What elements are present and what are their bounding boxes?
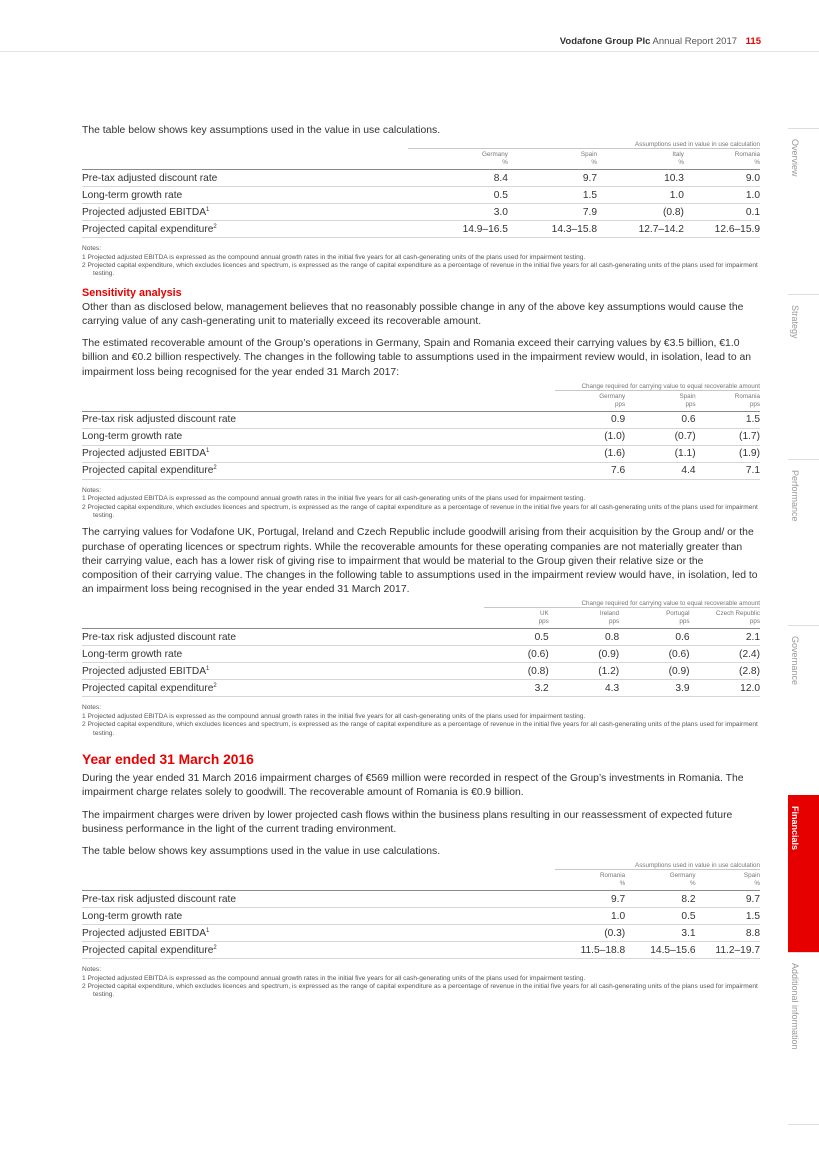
table-row: Long-term growth rate (1.0) (0.7) (1.7) [82,428,760,445]
column-header: Czech Republic pps [690,608,760,629]
table-row: Projected adjusted EBITDA$^1$ (0.8) (1.2) (0.9) (2.8) [82,663,760,680]
tab-additional-information[interactable] [788,952,819,1125]
tab-performance[interactable] [788,459,819,626]
report-title: Annual Report 2017 [652,36,738,47]
table-row: Projected capital expenditure$^2$ 3.2 4.3 3.9 12.0 [82,680,760,697]
year-2016-para-3: The table below shows key assumptions used in the value in use calculations. [82,845,441,857]
table-row: Long-term growth rate 1.0 0.5 1.5 [82,908,760,925]
table-notes: Notes: 1 Projected adjusted EBITDA is expressed as the compound annual growth rates in the initial five years for all cash-generating units of the plans used for impairment testing. 2 Projected capital expenditure, which excludes licences and spectrum, is expressed as the range of capital expenditure as a percentage of revenue in the initial five years for all cash-generating units of the plans used for impairment testing. [82,704,758,737]
table-group-header: Assumptions used in value in use calculation [555,862,760,870]
column-header: Spain % [508,149,597,170]
table-row: Projected capital expenditure$^2$ 11.5–18.8 14.5–15.6 11.2–19.7 [82,942,760,959]
section-nav [788,128,819,1123]
table-row: Long-term growth rate 0.5 1.5 1.0 1.0 [82,187,760,204]
tab-strategy[interactable] [788,294,819,460]
table-column-headers [82,870,760,891]
column-header: Romania % [684,149,760,170]
column-header: Italy % [597,149,684,170]
table-column-headers [82,149,760,170]
table-row: Projected capital expenditure$^2$ 14.9–16.5 14.3–15.8 12.7–14.2 12.6–15.9 [82,221,760,238]
tab-additional-information-label: Additional information [790,963,800,1050]
column-header: Spain % [696,870,760,891]
page-header [560,36,761,47]
tab-strategy-label: Strategy [790,305,800,339]
column-header: UK pps [484,608,548,629]
table-notes: Notes: 1 Projected adjusted EBITDA is expressed as the compound annual growth rates in the initial five years for all cash-generating units of the plans used for impairment testing. 2 Projected capital expenditure, which excludes licences and spectrum, is expressed as the range of capital expenditure as a percentage of revenue in the initial five years for all cash-generating units of the plans used for impairment testing. [82,486,758,520]
table-row: Pre-tax adjusted discount rate 8.4 9.7 10.3 9.0 [82,170,760,187]
tab-overview-label: Overview [790,139,800,177]
tab-performance-label: Performance [790,470,800,522]
table-row: Projected adjusted EBITDA$^1$ (0.3) 3.1 8.8 [82,925,760,942]
year-2016-heading: Year ended 31 March 2016 [82,752,254,768]
column-header: Romania pps [696,390,760,411]
tab-overview[interactable] [788,128,819,295]
table-group-header: Change required for carrying value to equal recoverable amount [555,383,760,391]
header-rule [0,51,819,52]
column-header: Ireland pps [549,608,619,629]
table-group-header: Change required for carrying value to equal recoverable amount [484,600,760,608]
assumptions-table-2017 [82,141,760,238]
sensitivity-para-2: The estimated recoverable amount of the Group’s operations in Germany, Spain and Romania exceed their carrying values by €3.5 billion, €1.0 billion and €0.2 billion respectively. The changes in the following table to assumptions used in the impairment review would, in isolation, lead to an impairment loss being recognised for the year ended 31 March 2017: [82,338,752,378]
main-content [82,124,760,1006]
table-row: Projected capital expenditure$^2$ 7.6 4.4 7.1 [82,462,760,479]
tab-financials[interactable] [788,795,819,953]
table-row: Pre-tax risk adjusted discount rate 0.5 0.8 0.6 2.1 [82,629,760,646]
column-header: Portugal pps [619,608,689,629]
assumptions-table-2016 [82,862,760,959]
company-name: Vodafone Group Plc [559,36,651,47]
sensitivity-table-uk-ireland-portugal-czech [82,600,760,697]
table-notes: Notes: 1 Projected adjusted EBITDA is expressed as the compound annual growth rates in the initial five years for all cash-generating units of the plans used for impairment testing. 2 Projected capital expenditure, which excludes licences and spectrum, is expressed as the range of capital expenditure as a percentage of revenue in the initial five years for all cash-generating units of the plans used for impairment testing. [82,966,758,999]
sensitivity-table-germany-spain-romania [82,383,760,480]
year-2016-para-1: During the year ended 31 March 2016 impairment charges of €569 million were recorded in respect of the Group’s investments in Romania. The impairment charge relates solely to goodwill. The recoverable amount of Romania is €0.9 billion. [82,773,744,799]
page-number: 115 [745,36,761,47]
column-header: Germany % [408,149,508,170]
table-row: Long-term growth rate (0.6) (0.9) (0.6) (2.4) [82,646,760,663]
column-header: Spain pps [625,390,695,411]
sensitivity-para-1: Other than as disclosed below, management believes that no reasonably possible change in any of the above key assumptions would cause the carrying value of any cash-generating unit to materially exceed its recoverable amount. [82,301,744,328]
column-header: Germany % [625,870,695,891]
table-group-header: Assumptions used in value in use calculation [408,141,760,149]
column-header: Germany pps [555,390,625,411]
table-row: Projected adjusted EBITDA$^1$ 3.0 7.9 (0.8) 0.1 [82,204,760,221]
table-row: Pre-tax risk adjusted discount rate 0.9 0.6 1.5 [82,411,760,428]
column-header: Romania % [555,870,625,891]
year-2016-para-2: The impairment charges were driven by lower projected cash flows within the business plans resulting in our reassessment of expected future business performance in the light of the current trading environment. [82,809,733,835]
table-row: Pre-tax risk adjusted discount rate 9.7 8.2 9.7 [82,891,760,908]
sensitivity-heading: Sensitivity analysis [82,286,182,299]
table-column-headers [82,608,760,629]
table-notes: Notes: 1 Projected adjusted EBITDA is expressed as the compound annual growth rates in the initial five years for all cash-generating units of the plans used for impairment testing. 2 Projected capital expenditure, which excludes licences and spectrum, is expressed as the range of capital expenditure as a percentage of revenue in the initial five years for all cash-generating units of the plans used for impairment testing. [82,245,758,278]
table-row: Projected adjusted EBITDA$^1$ (1.6) (1.1) (1.9) [82,445,760,462]
tab-financials-label: Financials [790,806,800,851]
tab-governance-label: Governance [790,636,800,686]
intro-text: The table below shows key assumptions used in the value in use calculations. [82,125,441,136]
tab-governance[interactable] [788,625,819,796]
table-column-headers [82,390,760,411]
uk-portugal-paragraph: The carrying values for Vodafone UK, Portugal, Ireland and Czech Republic include goodwill arising from their acquisition by the Group and/ or the purchase of operating licences or spectrum rights. While the recoverable amounts for these operating companies are not materially greater than their carrying value, each has a lower risk of giving rise to impairment that would be material to the Group given their relative size or the composition of their carrying value. The changes in the following table to assumptions used in the impairment review would have, in isolation, led to an impairment loss being recognised in the year ended 31 March 2017. [82,527,758,596]
